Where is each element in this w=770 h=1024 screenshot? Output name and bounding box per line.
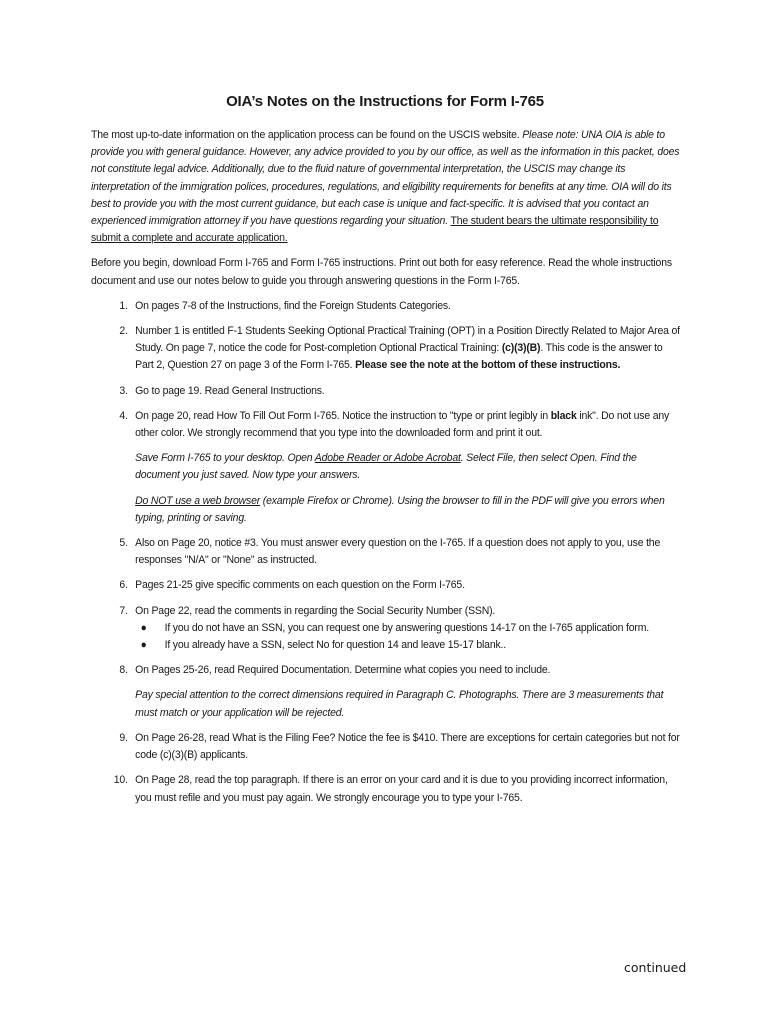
photo-dimensions-note: Pay special attention to the correct dimensions required in Paragraph C. Photographs. There are 3 measurements that must match or your application will be rejected.	[135, 689, 664, 719]
list-item-text: On Page 22, read the comments in regarding the Social Security Number (SSN).	[135, 604, 496, 617]
list-item	[91, 408, 681, 527]
list-item-text: Pages 21-25 give specific comments on each question on the Form I-765.	[135, 579, 465, 592]
list-item-number: 1.	[119, 299, 128, 312]
list-item-number: 5.	[119, 537, 128, 550]
bullet-item	[135, 637, 681, 654]
bullet-text: If you do not have an SSN, you can request one by answering questions 14-17 on the I-765 application form.	[164, 621, 650, 634]
bullet-icon: ●	[140, 639, 147, 652]
list-item-number: 9.	[119, 731, 128, 744]
list-item-text: Also on Page 20, notice #3. You must answer every question on the I-765. If a question does not apply to you, use the responses "N/A" or "None" as instructed.	[135, 537, 661, 567]
list-item-number: 2.	[119, 325, 128, 338]
list-item-number: 7.	[119, 604, 128, 617]
list-item-number: 8.	[119, 664, 128, 677]
list-item	[91, 603, 681, 655]
save-form-note	[135, 450, 681, 484]
list-item	[91, 772, 681, 806]
browser-warning-text: (example Firefox or Chrome). Using the browser to fill in the PDF will give you errors when typing, printing or saving.	[135, 494, 665, 524]
list-item-text: ink". Do not use any other color. We strongly recommend that you type into the downloaded form and print it out.	[135, 409, 670, 440]
page-title: OIA’s Notes on the Instructions for Form I-765	[226, 93, 544, 110]
intro-lead: The most up-to-date information on the application process can be found on the USCIS website.	[91, 129, 520, 141]
see-note-callout: Please see the note at the bottom of these instructions.	[355, 359, 621, 372]
list-item	[91, 730, 681, 764]
bullet-text: If you already have a SSN, select No for question 14 and leave 15-17 blank..	[164, 639, 506, 652]
list-item	[91, 298, 681, 315]
list-item-text: . This code is the answer to Part 2, Question 27 on page 3 of the Form I-765.	[135, 342, 663, 372]
adobe-reader-link: Adobe Reader or Adobe Acrobat	[314, 452, 461, 465]
list-item-text: On pages 7-8 of the Instructions, find the Foreign Students Categories.	[135, 299, 451, 312]
document-body	[91, 127, 681, 815]
list-item	[91, 535, 681, 569]
list-item	[91, 383, 681, 400]
ssn-bullet-list	[135, 620, 681, 654]
black-ink-emphasis: black	[550, 409, 577, 422]
continued-label: continued	[624, 960, 687, 975]
list-item-number: 3.	[119, 384, 128, 397]
list-item-text: On Page 26-28, read What is the Filing Fee? Notice the fee is $410. There are exceptions for certain categories but not for code (c)(3)(B) applicants.	[135, 731, 680, 762]
bullet-icon: ●	[140, 621, 147, 634]
list-item-text: On Pages 25-26, read Required Documentation. Determine what copies you need to include.	[135, 664, 551, 677]
list-item-text: On page 20, read How To Fill Out Form I-765. Notice the instruction to "type or print legibly in	[135, 409, 548, 422]
intro-disclaimer: Please note: UNA OIA is able to provide you with general guidance. However, any advice provided to you by our office, as well as the information in this packet, does not constitute legal advice. Additionally, due to the fluid nature of governmental interpretation, the USCIS may change its interpretation of the immigration polices, procedures, regulations, and eligibility requirements for benefits at any time. OIA will do its best to provide you with the most current guidance, but each case is unique and fact-specific. It is advised that you contact an experienced immigration attorney if you have questions regarding your situation.	[91, 129, 680, 228]
before-you-begin-paragraph: Before you begin, download Form I-765 and Form I-765 instructions. Print out both for easy reference. Read the whole instructions document and use our notes below to guide you through answering questions in the Form I-765.	[91, 257, 672, 287]
save-form-text: Save Form I-765 to your desktop. Open	[135, 452, 313, 465]
list-item-text: Number 1 is entitled F-1 Students Seeking Optional Practical Training (OPT) in a Position Directly Related to Major Area of Study. On page 7, notice the code for Post-completion Optional Practical Training:	[135, 325, 680, 355]
list-item-text: Go to page 19. Read General Instructions.	[135, 384, 325, 397]
list-item	[91, 662, 681, 722]
intro-responsibility: The student bears the ultimate responsibility to submit a complete and accurate application.	[91, 215, 659, 245]
save-form-text: . Select File, then select Open. Find the document you just saved. Now type your answers.	[135, 452, 637, 482]
opt-code: (c)(3)(B)	[501, 342, 541, 355]
intro-paragraph	[91, 127, 681, 247]
list-item-number: 4.	[119, 409, 128, 422]
no-web-browser-text: Do NOT use a web browser	[135, 494, 261, 507]
bullet-item	[135, 620, 681, 637]
instruction-list	[91, 298, 681, 807]
list-item	[91, 323, 681, 375]
list-item-number: 6.	[119, 579, 128, 592]
list-item-text: On Page 28, read the top paragraph. If there is an error on your card and it is due to you providing incorrect information, you must refile and you must pay again. We strongly encourage you to type your I-765.	[135, 774, 668, 804]
list-item-number: 10.	[113, 774, 128, 787]
web-browser-warning	[135, 493, 681, 527]
list-item	[91, 577, 681, 594]
